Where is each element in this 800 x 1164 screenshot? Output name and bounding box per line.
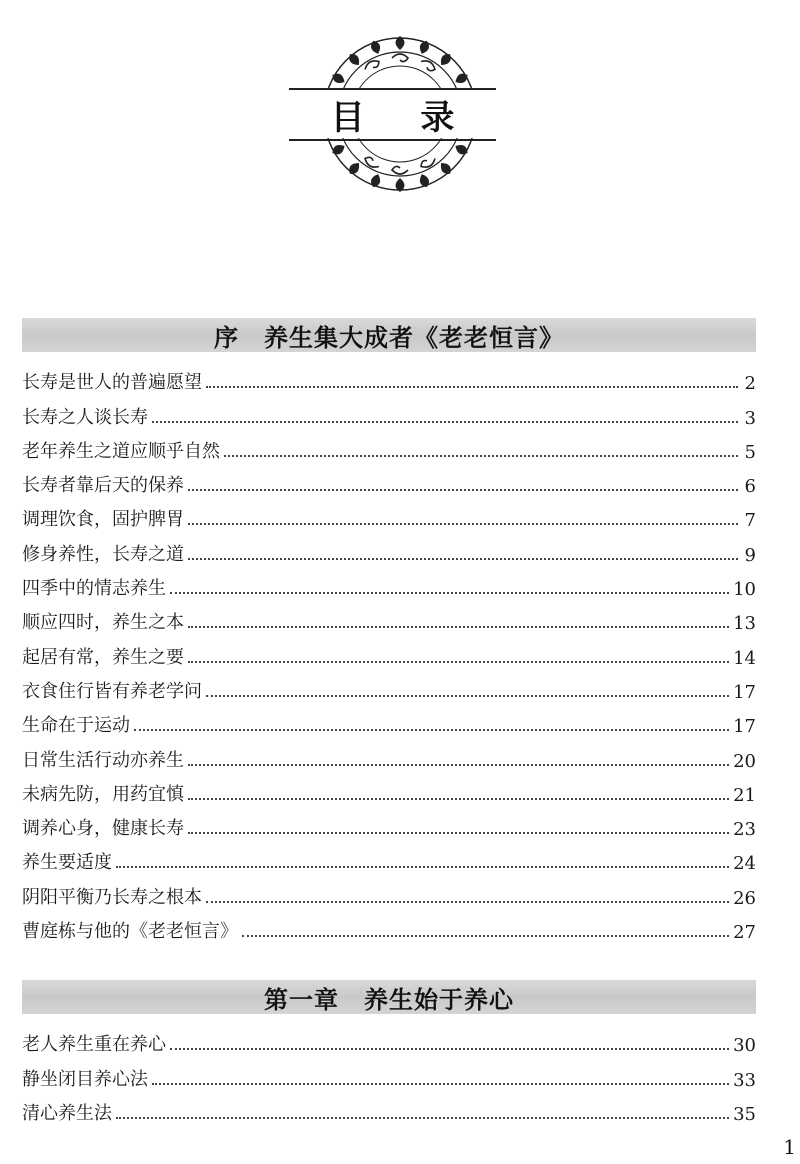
toc-list [22,360,756,943]
toc-entry-title: 长寿是世人的普遍愿望 [22,372,202,394]
dot-leader [188,626,729,628]
toc-entry[interactable] [22,531,756,565]
toc-entry[interactable] [22,874,756,908]
toc-entry[interactable] [22,806,756,840]
toc-entry[interactable] [22,463,756,497]
toc-entry-page: 13 [733,613,756,635]
section-title: 第一章 养生始于养心 [264,984,514,1014]
dot-leader [152,421,738,423]
toc-entry[interactable] [22,634,756,668]
toc-entry-page: 17 [733,681,756,703]
toc-entry-title: 老人养生重在养心 [22,1034,166,1056]
toc-entry-title: 修身养性，长寿之道 [22,543,184,565]
toc-entry[interactable] [22,1091,756,1125]
toc-entry-title: 顺应四时，养生之本 [22,612,184,634]
toc-entry-title: 长寿之人谈长寿 [22,406,148,428]
toc-entry-page: 6 [744,476,756,498]
toc-entry[interactable] [22,394,756,428]
toc-entry-page: 33 [733,1069,756,1091]
toc-entry-title: 生命在于运动 [22,715,130,737]
toc-entry-page: 2 [744,373,756,395]
dot-leader [116,1117,729,1119]
toc-entry-page: 20 [733,750,756,772]
toc-entry[interactable] [22,1056,756,1090]
toc-entry-page: 24 [733,853,756,875]
dot-leader [188,798,729,800]
toc-entry-page: 26 [733,887,756,909]
toc-entry[interactable] [22,1022,756,1056]
toc-entry-title: 静坐闭目养心法 [22,1068,148,1090]
dot-leader [224,455,738,457]
toc-entry-title: 曹庭栋与他的《老老恒言》 [22,921,238,943]
toc-entry[interactable] [22,429,756,463]
toc-entry-page: 27 [733,922,756,944]
toc-entry-title: 阴阳平衡乃长寿之根本 [22,886,202,908]
toc-entry-page: 35 [733,1103,756,1125]
toc-entry-title: 调养心身，健康长寿 [22,818,184,840]
toc-entry-title: 老年养生之道应顺乎自然 [22,440,220,462]
dot-leader [188,832,729,834]
toc-list [22,1022,756,1125]
title-rule-bottom [289,139,496,141]
toc-entry[interactable] [22,360,756,394]
dot-leader [188,523,738,525]
toc-entry[interactable] [22,840,756,874]
toc-entry[interactable] [22,772,756,806]
section-header [22,318,756,352]
dot-leader [116,866,729,868]
page-number: 1 [783,1135,796,1159]
dot-leader [188,558,738,560]
toc-entry-title: 长寿者靠后天的保养 [22,475,184,497]
dot-leader [206,695,729,697]
dot-leader [188,661,729,663]
toc-entry-title: 清心养生法 [22,1102,112,1124]
toc-entry-page: 21 [733,784,756,806]
toc-entry[interactable] [22,737,756,771]
dot-leader [134,729,729,731]
toc-entry-title: 未病先防，用药宜慎 [22,783,184,805]
toc-entry-page: 17 [733,716,756,738]
toc-entry-title: 衣食住行皆有养老学问 [22,680,202,702]
toc-entry-page: 10 [733,579,756,601]
section-header [22,980,756,1014]
dot-leader [188,489,738,491]
toc-entry-page: 5 [744,441,756,463]
section-title: 序 养生集大成者《老老恒言》 [214,322,564,352]
toc-entry-page: 9 [744,544,756,566]
toc-entry-title: 起居有常，养生之要 [22,646,184,668]
toc-entry-title: 养生要适度 [22,852,112,874]
toc-entry[interactable] [22,909,756,943]
toc-entry[interactable] [22,703,756,737]
dot-leader [152,1083,729,1085]
toc-entry-title: 日常生活行动亦养生 [22,749,184,771]
toc-entry-page: 23 [733,819,756,841]
dot-leader [170,592,729,594]
toc-entry[interactable] [22,497,756,531]
dot-leader [170,1048,729,1050]
toc-entry-page: 7 [744,510,756,532]
toc-entry-page: 14 [733,647,756,669]
dot-leader [188,764,729,766]
toc-entry[interactable] [22,600,756,634]
toc-entry-page: 3 [744,407,756,429]
toc-entry-page: 30 [733,1035,756,1057]
dot-leader [242,935,729,937]
dot-leader [206,901,729,903]
toc-entry[interactable] [22,566,756,600]
title-block [0,0,800,230]
toc-entry-title: 调理饮食，固护脾胃 [22,509,184,531]
toc-entry[interactable] [22,669,756,703]
title-band [289,90,496,138]
dot-leader [206,386,738,388]
page-title: 目 录 [330,97,477,138]
toc-entry-title: 四季中的情志养生 [22,578,166,600]
